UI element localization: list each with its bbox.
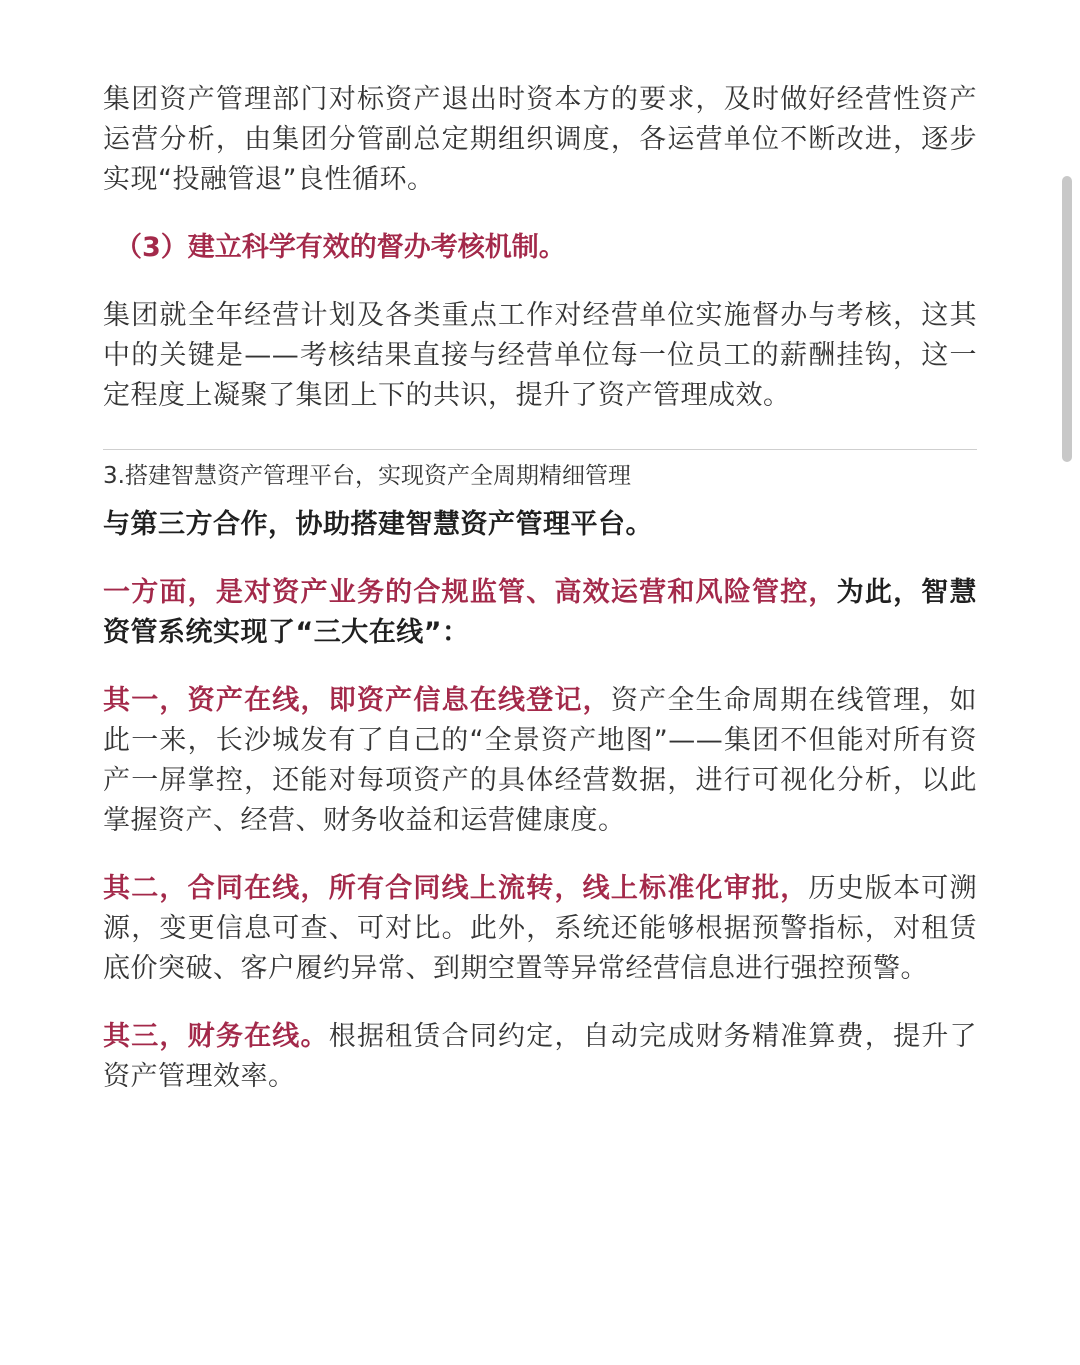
section-divider [103, 449, 977, 450]
paragraph-finance-online [103, 1017, 977, 1097]
subheading-supervision: （3）建立科学有效的督办考核机制。 [115, 232, 566, 263]
paragraph-three-online [103, 573, 977, 653]
paragraph-supervision: 集团就全年经营计划及各类重点工作对经营单位实施督办与考核，这其中的关键是——考核结果直接与经营单位每一位员工的薪酬挂钩，这一定程度上凝聚了集团上下的共识，提升了资产管理成效。 [103, 300, 977, 411]
highlight-text: 其二，合同在线，所有合同线上流转，线上标准化审批， [103, 873, 809, 904]
paragraph-asset-online [103, 681, 977, 841]
body-text: 资产全生命周期在线管理，如此一来，长沙城发有了自己的“全景资产地图”——集团不但能对所有资产一屏掌控，还能对每项资产的具体经营数据，进行可视化分析，以此掌握资产、经营、财务收益和运营健康度。 [103, 685, 978, 836]
paragraph-contract-online [103, 869, 977, 989]
article-content [103, 80, 977, 1097]
lead-paragraph: 与第三方合作，协助搭建智慧资产管理平台。 [103, 509, 653, 540]
body-text: 历史版本可溯源，变更信息可查、可对比。此外，系统还能够根据预警指标，对租赁底价突破、客户履约异常、到期空置等异常经营信息进行强控预警。 [103, 873, 978, 984]
paragraph-asset-exit: 集团资产管理部门对标资产退出时资本方的要求，及时做好经营性资产运营分析，由集团分管副总定期组织调度，各运营单位不断改进，逐步实现“投融管退”良性循环。 [103, 84, 977, 195]
highlight-text: 一方面，是对资产业务的合规监管、高效运营和风险管控， [103, 577, 837, 608]
scrollbar-thumb[interactable] [1062, 176, 1072, 462]
body-text: 为此，智慧资管系统实现了“三大在线”： [103, 577, 978, 648]
body-text: 根据租赁合同约定，自动完成财务精准算费，提升了资产管理效率。 [103, 1021, 978, 1092]
highlight-text: 其一，资产在线，即资产信息在线登记， [103, 685, 611, 716]
highlight-text: 其三，财务在线。 [103, 1021, 329, 1052]
section-title: 3.搭建智慧资产管理平台，实现资产全周期精细管理 [103, 463, 631, 489]
